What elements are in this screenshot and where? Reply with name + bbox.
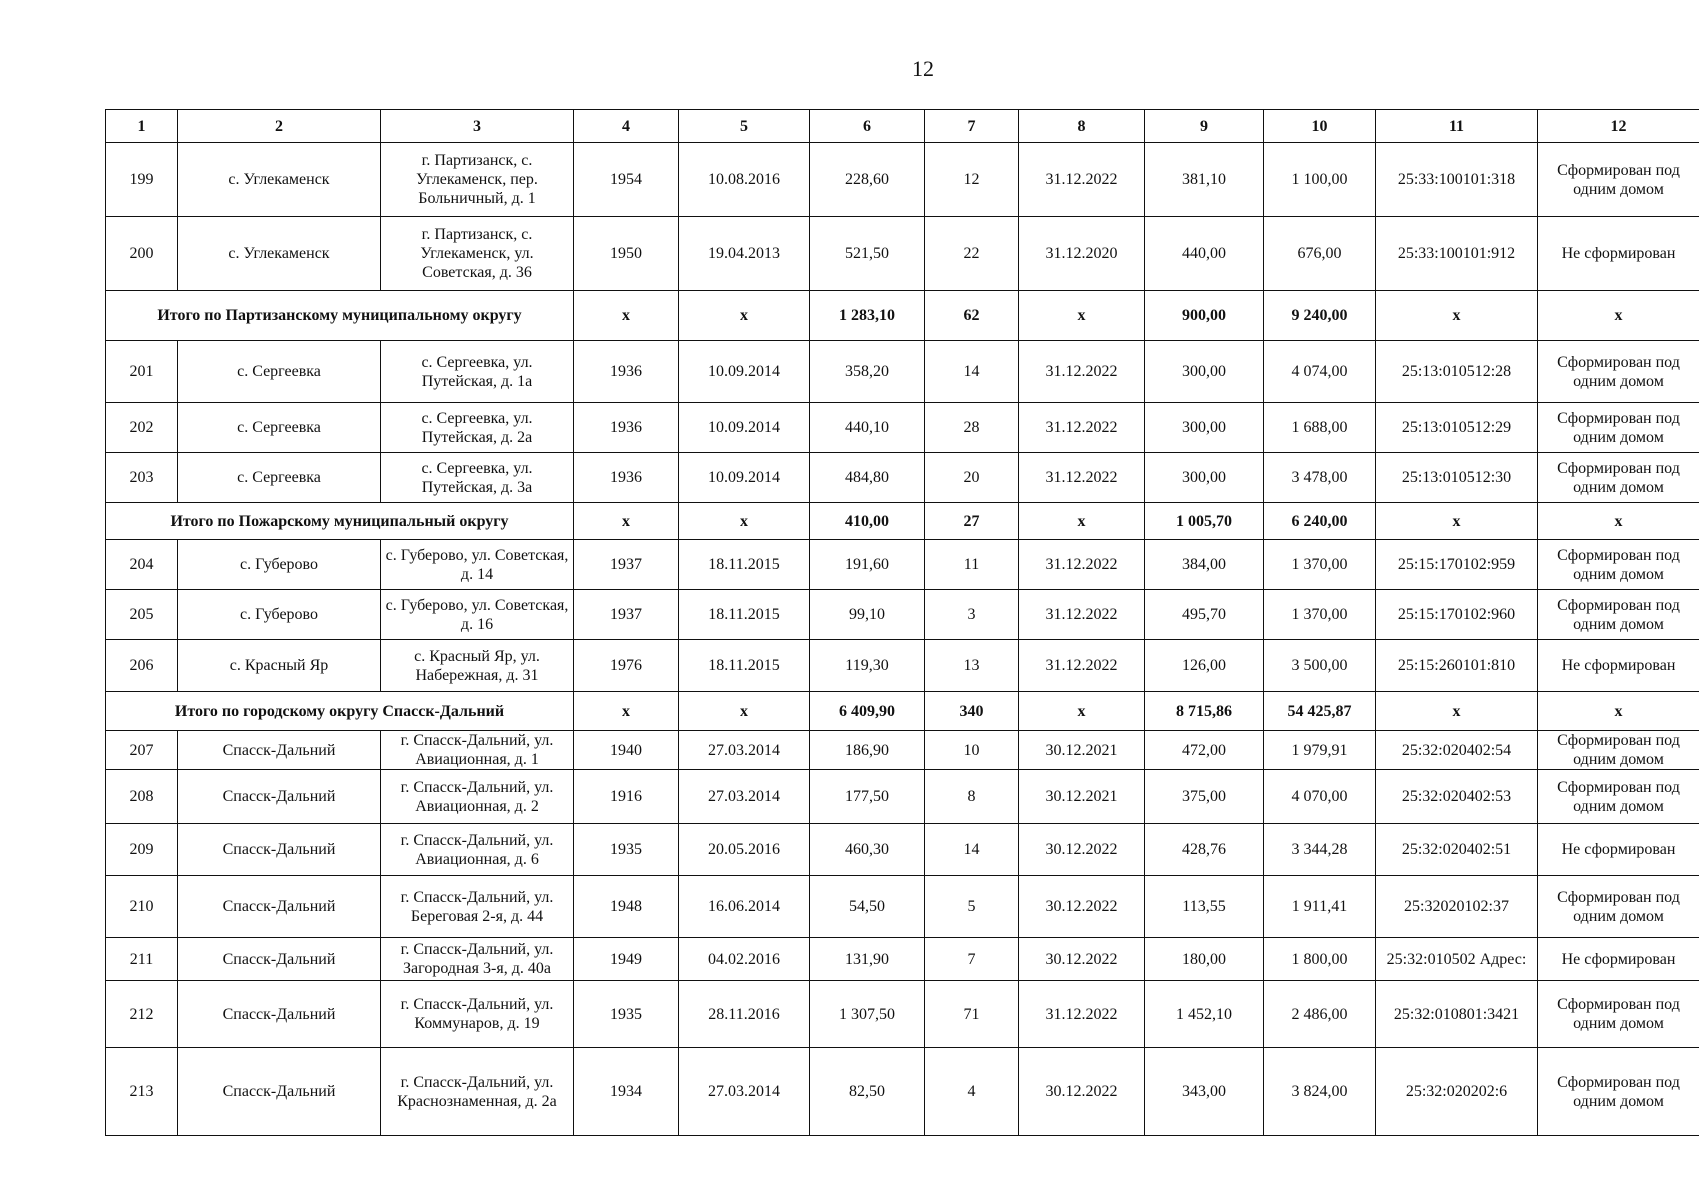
table-cell: 126,00 [1145, 640, 1264, 692]
table-row [106, 824, 1699, 876]
subtotal-cell: х [1538, 291, 1699, 341]
table-cell: 18.11.2015 [679, 590, 810, 640]
table-cell: 1950 [574, 217, 679, 291]
table-cell: 3 344,28 [1264, 824, 1376, 876]
table-cell: 30.12.2022 [1019, 824, 1145, 876]
table-cell: 210 [106, 876, 178, 938]
table-row [106, 876, 1699, 938]
table-cell: 1937 [574, 590, 679, 640]
table-row [106, 731, 1699, 770]
table-cell: 201 [106, 341, 178, 403]
table-cell: 27.03.2014 [679, 1048, 810, 1136]
table-cell: Не сформирован [1538, 217, 1699, 291]
table-cell: 19.04.2013 [679, 217, 810, 291]
table-cell: 25:32:010502 Адрес: [1376, 938, 1538, 981]
table-cell: 428,76 [1145, 824, 1264, 876]
subtotal-label: Итого по Пожарскому муниципальный округу [106, 503, 574, 540]
table-cell: 300,00 [1145, 341, 1264, 403]
table-cell: 16.06.2014 [679, 876, 810, 938]
table-cell: 31.12.2022 [1019, 453, 1145, 503]
table-cell: 131,90 [810, 938, 925, 981]
subtotal-row [106, 692, 1699, 731]
table-cell: 1 911,41 [1264, 876, 1376, 938]
table-cell: 1935 [574, 981, 679, 1048]
table-cell: Спасск-Дальний [178, 731, 381, 770]
table-cell: 25:32020102:37 [1376, 876, 1538, 938]
subtotal-cell: х [1376, 692, 1538, 731]
table-cell: Сформирован под одним домом [1538, 453, 1699, 503]
table-cell: 4 [925, 1048, 1019, 1136]
column-header: 4 [574, 110, 679, 143]
subtotal-label: Итого по Партизанскому муниципальному округу [106, 291, 574, 341]
table-cell: 207 [106, 731, 178, 770]
table-cell: 228,60 [810, 143, 925, 217]
table-row [106, 217, 1699, 291]
subtotal-cell: 6 409,90 [810, 692, 925, 731]
table-cell: 13 [925, 640, 1019, 692]
table-cell: 213 [106, 1048, 178, 1136]
table-cell: 1935 [574, 824, 679, 876]
table-cell: 25:15:260101:810 [1376, 640, 1538, 692]
table-cell: 300,00 [1145, 403, 1264, 453]
table-cell: 1937 [574, 540, 679, 590]
table-cell: 28.11.2016 [679, 981, 810, 1048]
table-row [106, 143, 1699, 217]
column-header: 7 [925, 110, 1019, 143]
table-cell: 25:32:020402:54 [1376, 731, 1538, 770]
table-cell: Спасск-Дальний [178, 824, 381, 876]
table-cell: 30.12.2022 [1019, 938, 1145, 981]
column-header: 1 [106, 110, 178, 143]
column-number-header-row [106, 110, 1699, 143]
table-cell: 18.11.2015 [679, 540, 810, 590]
table-cell: г. Партизанск, с. Углекаменск, пер. Больничный, д. 1 [381, 143, 574, 217]
table-cell: 199 [106, 143, 178, 217]
table-cell: 25:13:010512:30 [1376, 453, 1538, 503]
table-cell: с. Сергеевка [178, 403, 381, 453]
table-cell: 71 [925, 981, 1019, 1048]
column-header: 2 [178, 110, 381, 143]
table-cell: 3 500,00 [1264, 640, 1376, 692]
table-row [106, 1048, 1699, 1136]
table-row [106, 640, 1699, 692]
table-cell: 10 [925, 731, 1019, 770]
table-cell: 31.12.2022 [1019, 640, 1145, 692]
table-cell: 14 [925, 824, 1019, 876]
table-cell: 18.11.2015 [679, 640, 810, 692]
table-cell: 209 [106, 824, 178, 876]
table-cell: 1 688,00 [1264, 403, 1376, 453]
table-cell: 1954 [574, 143, 679, 217]
subtotal-cell: х [679, 692, 810, 731]
column-header: 6 [810, 110, 925, 143]
table-cell: 10.08.2016 [679, 143, 810, 217]
page-number: 12 [912, 56, 934, 81]
table-cell: 8 [925, 770, 1019, 824]
table-cell: г. Спасск-Дальний, ул. Береговая 2-я, д. 44 [381, 876, 574, 938]
column-header: 8 [1019, 110, 1145, 143]
table-cell: 20.05.2016 [679, 824, 810, 876]
table-cell: 4 074,00 [1264, 341, 1376, 403]
table-cell: 676,00 [1264, 217, 1376, 291]
subtotal-cell: 340 [925, 692, 1019, 731]
table-cell: 82,50 [810, 1048, 925, 1136]
subtotal-cell: х [679, 291, 810, 341]
table-cell: 211 [106, 938, 178, 981]
table-cell: 180,00 [1145, 938, 1264, 981]
table-cell: 1916 [574, 770, 679, 824]
table-cell: 3 [925, 590, 1019, 640]
table-cell: 31.12.2020 [1019, 217, 1145, 291]
table-cell: с. Губерово [178, 540, 381, 590]
table-cell: 27.03.2014 [679, 731, 810, 770]
subtotal-cell: 9 240,00 [1264, 291, 1376, 341]
table-cell: 54,50 [810, 876, 925, 938]
table-cell: 381,10 [1145, 143, 1264, 217]
table-cell: 25:13:010512:28 [1376, 341, 1538, 403]
table-cell: Сформирован под одним домом [1538, 731, 1699, 770]
table-cell: 11 [925, 540, 1019, 590]
subtotal-cell: х [1019, 503, 1145, 540]
table-cell: 1936 [574, 453, 679, 503]
subtotal-cell: 900,00 [1145, 291, 1264, 341]
table-row [106, 590, 1699, 640]
subtotal-label: Итого по городскому округу Спасск-Дальний [106, 692, 574, 731]
subtotal-cell: х [1019, 291, 1145, 341]
table-cell: 30.12.2022 [1019, 876, 1145, 938]
table-cell: 25:13:010512:29 [1376, 403, 1538, 453]
table-cell: с. Красный Яр, ул. Набережная, д. 31 [381, 640, 574, 692]
table-cell: 3 824,00 [1264, 1048, 1376, 1136]
table-cell: 28 [925, 403, 1019, 453]
table-cell: 300,00 [1145, 453, 1264, 503]
table-cell: Спасск-Дальний [178, 981, 381, 1048]
table-cell: г. Спасск-Дальний, ул. Авиационная, д. 1 [381, 731, 574, 770]
subtotal-cell: х [1376, 291, 1538, 341]
table-cell: Спасск-Дальний [178, 938, 381, 981]
subtotal-cell: 1 005,70 [1145, 503, 1264, 540]
table-cell: с. Губерово, ул. Советская, д. 14 [381, 540, 574, 590]
table-cell: 25:32:020202:6 [1376, 1048, 1538, 1136]
table-cell: 10.09.2014 [679, 453, 810, 503]
table-cell: 205 [106, 590, 178, 640]
table-cell: 200 [106, 217, 178, 291]
table-cell: 208 [106, 770, 178, 824]
table-cell: 1 370,00 [1264, 540, 1376, 590]
table-cell: 5 [925, 876, 1019, 938]
subtotal-cell: 1 283,10 [810, 291, 925, 341]
housing-register-table [105, 109, 1699, 1136]
table-cell: г. Спасск-Дальний, ул. Авиационная, д. 2 [381, 770, 574, 824]
table-cell: 14 [925, 341, 1019, 403]
table-cell: 203 [106, 453, 178, 503]
subtotal-cell: х [1538, 692, 1699, 731]
table-cell: г. Спасск-Дальний, ул. Коммунаров, д. 19 [381, 981, 574, 1048]
table-cell: 204 [106, 540, 178, 590]
table-cell: 31.12.2022 [1019, 981, 1145, 1048]
table-cell: 343,00 [1145, 1048, 1264, 1136]
table-cell: 25:33:100101:318 [1376, 143, 1538, 217]
column-header: 10 [1264, 110, 1376, 143]
table-cell: с. Сергеевка [178, 341, 381, 403]
table-cell: Спасск-Дальний [178, 1048, 381, 1136]
subtotal-cell: 54 425,87 [1264, 692, 1376, 731]
table-cell: 20 [925, 453, 1019, 503]
table-cell: 22 [925, 217, 1019, 291]
table-cell: 484,80 [810, 453, 925, 503]
table-cell: 495,70 [1145, 590, 1264, 640]
table-cell: с. Красный Яр [178, 640, 381, 692]
table-cell: 1 800,00 [1264, 938, 1376, 981]
table-cell: 440,00 [1145, 217, 1264, 291]
subtotal-cell: 27 [925, 503, 1019, 540]
table-cell: 1940 [574, 731, 679, 770]
table-cell: с. Губерово [178, 590, 381, 640]
table-cell: 375,00 [1145, 770, 1264, 824]
table-cell: 1948 [574, 876, 679, 938]
column-header: 5 [679, 110, 810, 143]
table-cell: Не сформирован [1538, 640, 1699, 692]
subtotal-cell: х [679, 503, 810, 540]
table-cell: 1 100,00 [1264, 143, 1376, 217]
table-cell: 30.12.2022 [1019, 1048, 1145, 1136]
subtotal-row [106, 291, 1699, 341]
table-cell: с. Губерово, ул. Советская, д. 16 [381, 590, 574, 640]
table-cell: Не сформирован [1538, 824, 1699, 876]
subtotal-cell: х [574, 692, 679, 731]
subtotal-cell: 62 [925, 291, 1019, 341]
table-cell: 212 [106, 981, 178, 1048]
table-cell: г. Партизанск, с. Углекаменск, ул. Советская, д. 36 [381, 217, 574, 291]
table-cell: 25:32:020402:51 [1376, 824, 1538, 876]
table-cell: 30.12.2021 [1019, 731, 1145, 770]
table-row [106, 341, 1699, 403]
table-cell: 113,55 [1145, 876, 1264, 938]
subtotal-cell: х [1376, 503, 1538, 540]
table-cell: 206 [106, 640, 178, 692]
table-cell: 1934 [574, 1048, 679, 1136]
table-cell: 04.02.2016 [679, 938, 810, 981]
subtotal-cell: 410,00 [810, 503, 925, 540]
table-cell: 31.12.2022 [1019, 341, 1145, 403]
table-cell: Не сформирован [1538, 938, 1699, 981]
table-cell: 1936 [574, 403, 679, 453]
subtotal-cell: х [1019, 692, 1145, 731]
table-cell: 99,10 [810, 590, 925, 640]
table-cell: 191,60 [810, 540, 925, 590]
table-cell: 177,50 [810, 770, 925, 824]
table-cell: с. Сергеевка [178, 453, 381, 503]
table-cell: Сформирован под одним домом [1538, 403, 1699, 453]
table-cell: 472,00 [1145, 731, 1264, 770]
table-cell: с. Углекаменск [178, 217, 381, 291]
table-cell: 31.12.2022 [1019, 540, 1145, 590]
table-cell: 521,50 [810, 217, 925, 291]
table-cell: Сформирован под одним домом [1538, 341, 1699, 403]
table-cell: г. Спасск-Дальний, ул. Загородная 3-я, д. 40а [381, 938, 574, 981]
table-cell: 25:15:170102:960 [1376, 590, 1538, 640]
table-cell: с. Сергеевка, ул. Путейская, д. 1а [381, 341, 574, 403]
table-cell: Спасск-Дальний [178, 770, 381, 824]
table-cell: 1976 [574, 640, 679, 692]
table-cell: 25:15:170102:959 [1376, 540, 1538, 590]
table-cell: 1 370,00 [1264, 590, 1376, 640]
table-cell: 31.12.2022 [1019, 590, 1145, 640]
table-cell: 2 486,00 [1264, 981, 1376, 1048]
table-cell: 12 [925, 143, 1019, 217]
table-cell: 27.03.2014 [679, 770, 810, 824]
table-cell: с. Углекаменск [178, 143, 381, 217]
subtotal-cell: х [1538, 503, 1699, 540]
table-cell: 10.09.2014 [679, 403, 810, 453]
table-cell: 460,30 [810, 824, 925, 876]
table-cell: 202 [106, 403, 178, 453]
table-cell: Сформирован под одним домом [1538, 590, 1699, 640]
table-row [106, 453, 1699, 503]
column-header: 12 [1538, 110, 1699, 143]
table-cell: 7 [925, 938, 1019, 981]
table-cell: 31.12.2022 [1019, 143, 1145, 217]
column-header: 9 [1145, 110, 1264, 143]
table-cell: 119,30 [810, 640, 925, 692]
subtotal-row [106, 503, 1699, 540]
subtotal-cell: 8 715,86 [1145, 692, 1264, 731]
table-cell: Спасск-Дальний [178, 876, 381, 938]
table-cell: 25:33:100101:912 [1376, 217, 1538, 291]
table-cell: 4 070,00 [1264, 770, 1376, 824]
table-cell: 1 979,91 [1264, 731, 1376, 770]
table-cell: 1936 [574, 341, 679, 403]
table-cell: г. Спасск-Дальний, ул. Авиационная, д. 6 [381, 824, 574, 876]
table-cell: 25:32:010801:3421 [1376, 981, 1538, 1048]
table-cell: 1949 [574, 938, 679, 981]
table-cell: 3 478,00 [1264, 453, 1376, 503]
table-cell: Сформирован под одним домом [1538, 540, 1699, 590]
table-cell: 358,20 [810, 341, 925, 403]
subtotal-cell: 6 240,00 [1264, 503, 1376, 540]
table-cell: Сформирован под одним домом [1538, 770, 1699, 824]
table-row [106, 981, 1699, 1048]
table-cell: с. Сергеевка, ул. Путейская, д. 2а [381, 403, 574, 453]
table-cell: 25:32:020402:53 [1376, 770, 1538, 824]
table-cell: Сформирован под одним домом [1538, 1048, 1699, 1136]
table-cell: 30.12.2021 [1019, 770, 1145, 824]
table-row [106, 403, 1699, 453]
table-cell: с. Сергеевка, ул. Путейская, д. 3а [381, 453, 574, 503]
table-cell: Сформирован под одним домом [1538, 981, 1699, 1048]
table-cell: г. Спасск-Дальний, ул. Краснознаменная, д. 2а [381, 1048, 574, 1136]
table-cell: Сформирован под одним домом [1538, 143, 1699, 217]
column-header: 3 [381, 110, 574, 143]
table-cell: 384,00 [1145, 540, 1264, 590]
subtotal-cell: х [574, 503, 679, 540]
table-row [106, 770, 1699, 824]
table-cell: 1 307,50 [810, 981, 925, 1048]
table-cell: 1 452,10 [1145, 981, 1264, 1048]
subtotal-cell: х [574, 291, 679, 341]
table-cell: 31.12.2022 [1019, 403, 1145, 453]
table-cell: 440,10 [810, 403, 925, 453]
table-cell: Сформирован под одним домом [1538, 876, 1699, 938]
column-header: 11 [1376, 110, 1538, 143]
table-row [106, 938, 1699, 981]
table-row [106, 540, 1699, 590]
table-cell: 186,90 [810, 731, 925, 770]
table-cell: 10.09.2014 [679, 341, 810, 403]
